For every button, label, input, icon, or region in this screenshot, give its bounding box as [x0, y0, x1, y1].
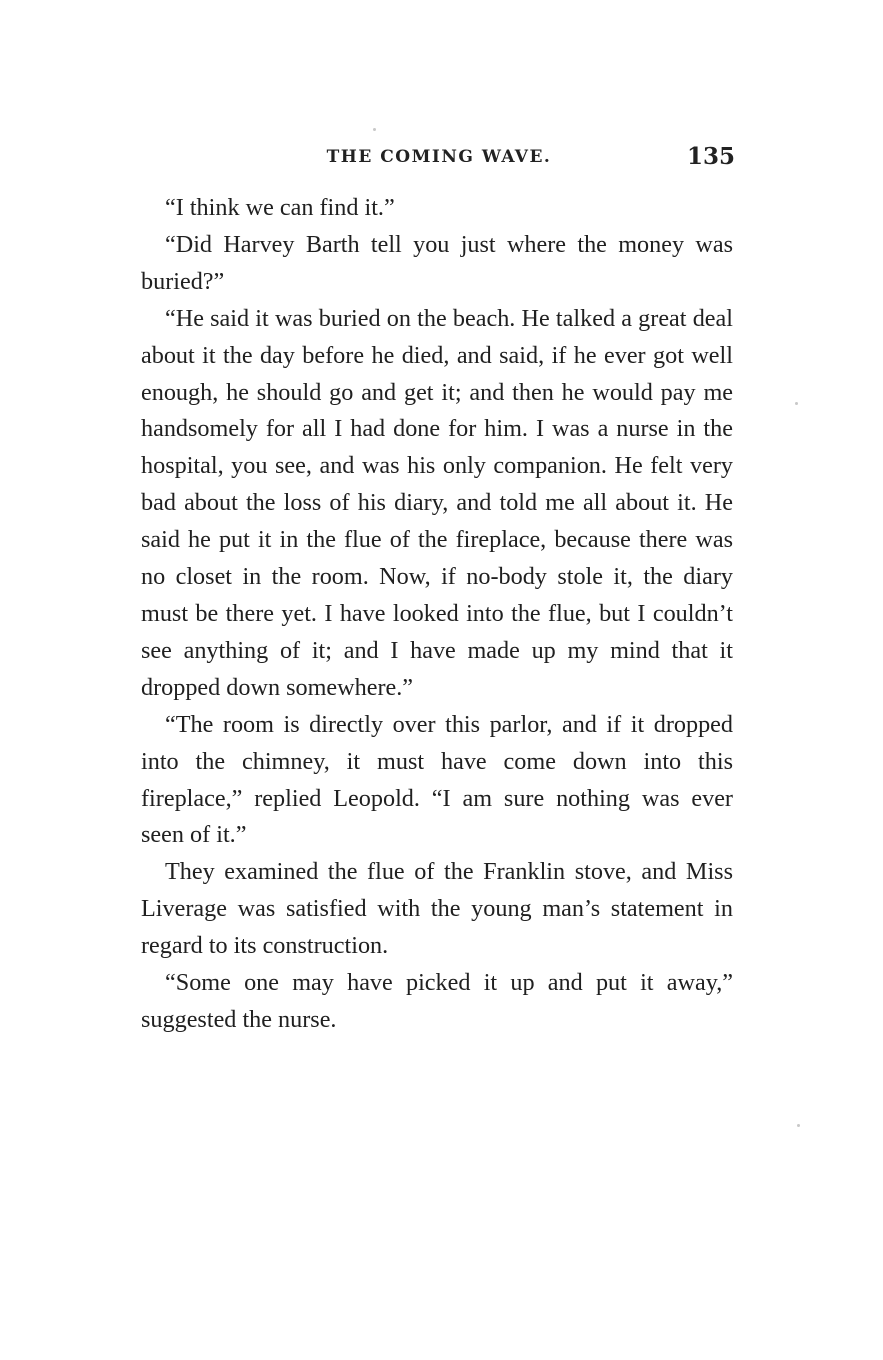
- paper-speck: [797, 1124, 800, 1127]
- body-text: [141, 190, 733, 1039]
- page-number: 135: [686, 143, 735, 170]
- paper-speck: [795, 402, 798, 405]
- running-head: [140, 143, 738, 173]
- paper-speck: [373, 128, 376, 131]
- paragraph: “The room is directly over this parlor, and if it dropped into the chimney, it must have come down into this fireplace,” replied Leopold. “I am sure nothing was ever seen of it.”: [141, 710, 733, 849]
- paragraph: “Did Harvey Barth tell you just where the money was buried?”: [141, 230, 733, 295]
- paragraph: “Some one may have picked it up and put it away,” suggested the nurse.: [141, 969, 733, 1033]
- running-title: THE COMING WAVE.: [326, 147, 552, 167]
- paragraph: They examined the flue of the Franklin stove, and Miss Liverage was satisfied with the young man’s statement in regard to its construction.: [141, 858, 733, 960]
- paragraph: “I think we can find it.”: [165, 194, 395, 221]
- paragraph: “He said it was buried on the beach. He talked a great deal about it the day before he died, and said, if he ever got well enough, he should go and get it; and then he would pay me handsomely for all I had done for him. I was a nurse in the hospital, you see, and was his only companion. He felt very bad about the loss of his diary, and told me all about it. He said he put it in the flue of the fireplace, because there was no closet in the room. Now, if no-body stole it, the diary must be there yet. I have looked into the flue, but I couldn’t see anything of it; and I have made up my mind that it dropped down somewhere.”: [141, 304, 733, 701]
